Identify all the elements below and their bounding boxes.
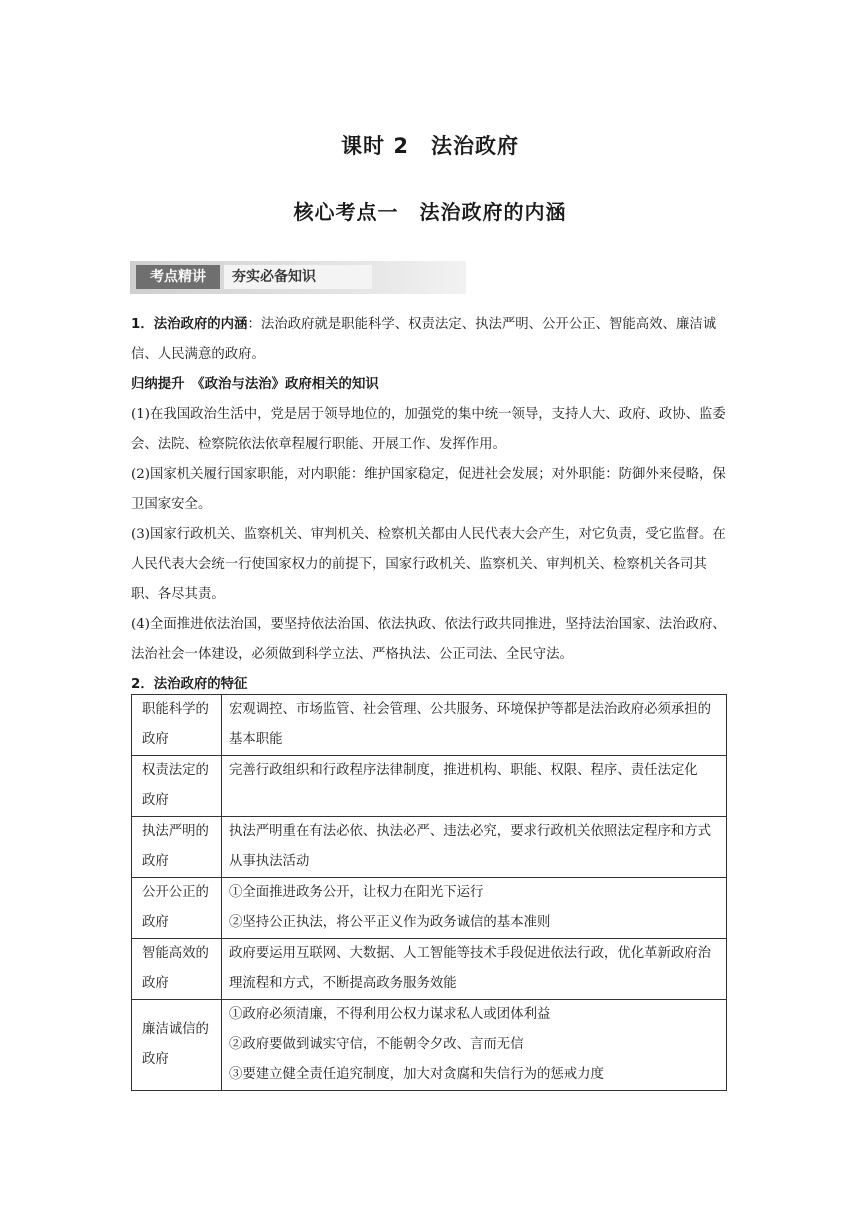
- features-table: [131, 694, 727, 1091]
- summary-item: (2)国家机关履行国家职能，对内职能：维护国家稳定，促进社会发展；对外职能：防御外来侵略，保卫国家安全。: [131, 467, 726, 512]
- table-row-label: 智能高效的政府: [132, 939, 222, 1000]
- table-row-label: 廉洁诚信的政府: [132, 1000, 222, 1091]
- banner-label: 考点精讲: [136, 265, 220, 289]
- table-line: 政府要运用互联网、大数据、人工智能等技术手段促进依法行政，优化革新政府治理流程和方式，不断提高政务服务效能: [229, 946, 712, 991]
- table-line: ①政府必须清廉，不得利用公权力谋求私人或团体利益: [229, 1007, 551, 1022]
- table-line: 宏观调控、市场监管、社会管理、公共服务、环境保护等都是法治政府必须承担的基本职能: [229, 702, 712, 747]
- point-1: [131, 310, 731, 370]
- table-row-content: [222, 1000, 727, 1091]
- table-row: [132, 695, 727, 756]
- summary-item: (4)全面推进依法治国，要坚持依法治国、依法执政、依法行政共同推进，坚持法治国家、法治政府、法治社会一体建设，必须做到科学立法、严格执法、公正司法、全民守法。: [131, 617, 726, 662]
- table-line: ②政府要做到诚实守信，不能朝令夕改、言而无信: [229, 1037, 524, 1052]
- table-row-content: [222, 817, 727, 878]
- section-title: 核心考点一 法治政府的内涵: [293, 200, 567, 224]
- point-1-text: ：法治政府就是职能科学、权责法定、执法严明、公开公正、智能高效、廉洁诚信、人民满意的政府。: [131, 317, 717, 362]
- section-banner: [130, 261, 466, 294]
- lesson-title: 课时 2 法治政府: [341, 134, 519, 158]
- table-row-content: [222, 878, 727, 939]
- table-row-content: [222, 756, 727, 817]
- table-line: 完善行政组织和行政程序法律制度，推进机构、职能、权限、程序、责任法定化: [229, 763, 698, 778]
- table-row-label: 执法严明的政府: [132, 817, 222, 878]
- table-line: ②坚持公正执法，将公平正义作为政务诚信的基本准则: [229, 915, 551, 930]
- table-row: [132, 1000, 727, 1091]
- table-row: [132, 939, 727, 1000]
- table-line: ①全面推进政务公开，让权力在阳光下运行: [229, 885, 484, 900]
- summary-heading: 归纳提升 《政治与法治》政府相关的知识: [131, 377, 379, 392]
- content-body: [131, 310, 731, 700]
- table-row-label: 权责法定的政府: [132, 756, 222, 817]
- point-2-label: 2．法治政府的特征: [131, 677, 248, 692]
- point-1-label: 1．法治政府的内涵: [131, 317, 248, 332]
- table-row-content: [222, 939, 727, 1000]
- table-row-label: 职能科学的政府: [132, 695, 222, 756]
- summary-item: (3)国家行政机关、监察机关、审判机关、检察机关都由人民代表大会产生，对它负责，受它监督。在人民代表大会统一行使国家权力的前提下，国家行政机关、监察机关、审判机关、检察机关各司其职、各尽其责。: [131, 527, 726, 602]
- table-row: [132, 817, 727, 878]
- table-row: [132, 878, 727, 939]
- table-row: [132, 756, 727, 817]
- banner-sublabel: 夯实必备知识: [224, 265, 372, 289]
- table-row-content: [222, 695, 727, 756]
- table-line: 执法严明重在有法必依、执法必严、违法必究，要求行政机关依照法定程序和方式从事执法活动: [229, 824, 712, 869]
- table-row-label: 公开公正的政府: [132, 878, 222, 939]
- summary-item: (1)在我国政治生活中，党是居于领导地位的，加强党的集中统一领导，支持人大、政府、政协、监委会、法院、检察院依法依章程履行职能、开展工作、发挥作用。: [131, 407, 726, 452]
- table-line: ③要建立健全责任追究制度，加大对贪腐和失信行为的惩戒力度: [229, 1067, 604, 1082]
